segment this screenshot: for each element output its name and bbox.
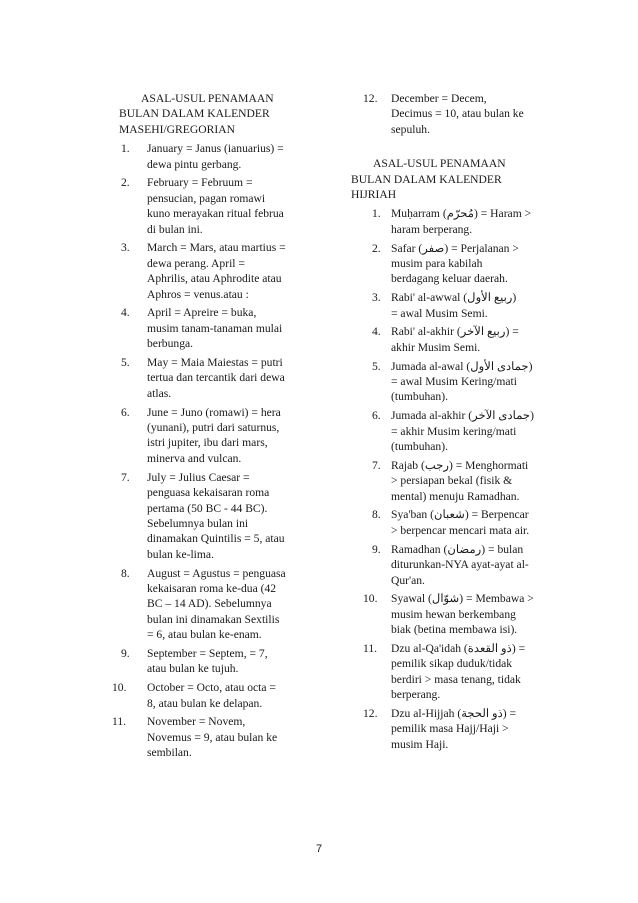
item-number: 12. bbox=[363, 706, 378, 720]
item-text-line: Jumada al-akhir (جمادى الآخر) bbox=[391, 409, 534, 423]
item-text-line: Safar (صفر) = Perjalanan > bbox=[391, 241, 519, 255]
list-item bbox=[351, 324, 549, 355]
item-number: 7. bbox=[372, 458, 381, 472]
item-text-line: Ramadhan (رمضان) = bulan bbox=[391, 542, 524, 556]
item-text-line: kuno merayakan ritual februa bbox=[147, 207, 284, 221]
list-item bbox=[351, 206, 549, 237]
item-text-line: Jumada al-awal (جمادى الأول) bbox=[391, 359, 533, 373]
item-text-line: > persiapan bekal (fisik & bbox=[391, 474, 513, 488]
page-number: 7 bbox=[315, 843, 323, 855]
item-text-line: June = Juno (romawi) = hera bbox=[147, 405, 281, 419]
gregorian-month-list bbox=[112, 141, 319, 760]
list-item bbox=[119, 405, 319, 467]
item-text-line: dewa pintu gerbang. bbox=[147, 157, 242, 171]
heading-line: ASAL-USUL PENAMAAN bbox=[141, 92, 274, 105]
heading-line: MASEHI/GREGORIAN bbox=[119, 122, 235, 136]
item-number: 4. bbox=[121, 306, 130, 320]
item-number: 5. bbox=[121, 356, 130, 370]
item-number: 3. bbox=[372, 291, 381, 305]
item-number: 9. bbox=[121, 646, 130, 660]
item-text-line: penguasa kekaisaran roma bbox=[147, 486, 270, 500]
item-text-line: > berpencar mencari mata air. bbox=[391, 523, 530, 537]
item-number: 8. bbox=[121, 566, 130, 580]
item-text-line: Decimus = 10, atau bulan ke bbox=[391, 107, 524, 121]
item-text-line: November = Novem, bbox=[147, 715, 246, 729]
item-number: 12. bbox=[363, 92, 378, 105]
item-number: 6. bbox=[372, 409, 381, 423]
item-text-line: minerva and vulcan. bbox=[147, 451, 242, 465]
item-text-line: January = Janus (ianuarius) = bbox=[147, 142, 284, 156]
list-item bbox=[119, 305, 319, 351]
item-text-line: musim para kabilah bbox=[391, 257, 483, 271]
right-column bbox=[351, 91, 549, 756]
item-number: 1. bbox=[372, 207, 381, 221]
item-number: 11. bbox=[112, 715, 127, 729]
item-number: 7. bbox=[121, 470, 130, 484]
item-text-line: BC – 14 AD). Sebelumnya bbox=[147, 597, 272, 611]
list-item bbox=[119, 240, 319, 302]
item-number: 1. bbox=[121, 142, 130, 156]
heading-line: BULAN DALAM KALENDER bbox=[119, 107, 270, 121]
item-text-line: atau bulan ke tujuh. bbox=[147, 662, 239, 676]
list-item bbox=[351, 641, 549, 703]
list-item bbox=[119, 355, 319, 401]
item-text-line: July = Julius Caesar = bbox=[147, 470, 250, 484]
item-text-line: haram berperang. bbox=[391, 222, 473, 236]
item-text-line: istri jupiter, ibu dari mars, bbox=[147, 436, 268, 450]
item-text-line: February = Februum = bbox=[147, 176, 253, 190]
item-text-line: Rabi' al-akhir (ربيع الآخر) = bbox=[391, 325, 519, 339]
item-number: 8. bbox=[372, 508, 381, 522]
item-number: 10. bbox=[112, 681, 127, 695]
list-item bbox=[119, 646, 319, 677]
item-text-line: pemilik sikap duduk/tidak bbox=[391, 657, 513, 671]
item-text-line: (yunani), putri dari saturnus, bbox=[147, 421, 280, 435]
item-text-line: Aphrilis, atau Aphrodite atau bbox=[147, 272, 282, 286]
item-text-line: bulan ini dinamakan Sextilis bbox=[147, 612, 280, 626]
item-text-line: Syawal (شوّال) = Membawa > bbox=[391, 592, 534, 606]
item-number: 9. bbox=[372, 542, 381, 556]
item-text-line: = 6, atau bulan ke-enam. bbox=[147, 628, 262, 642]
gregorian-heading bbox=[119, 91, 319, 137]
item-text-line: dewa perang. April = bbox=[147, 256, 245, 270]
item-text-line: musim hewan berkembang bbox=[391, 607, 516, 621]
item-text-line: = awal Musim Semi. bbox=[391, 306, 488, 320]
item-text-line: pertama (50 BC - 44 BC). bbox=[147, 501, 268, 515]
item-text-line: pensucian, pagan romawi bbox=[147, 191, 266, 205]
item-text-line: biak (betina membawa isi). bbox=[391, 623, 518, 637]
item-text-line: = awal Musim Kering/mati bbox=[391, 375, 517, 389]
heading-line: ASAL-USUL PENAMAAN bbox=[373, 157, 506, 171]
hijri-heading bbox=[351, 156, 549, 202]
list-item bbox=[351, 290, 549, 321]
gregorian-month-list-continued bbox=[351, 91, 549, 137]
item-number: 5. bbox=[372, 359, 381, 373]
item-text-line: (tumbuhan). bbox=[391, 440, 448, 454]
list-item bbox=[351, 706, 549, 752]
list-item bbox=[112, 680, 319, 711]
item-text-line: April = Apreire = buka, bbox=[147, 306, 257, 320]
item-text-line: Dzu al-Qa'idah (ذو القعدة) = bbox=[391, 641, 526, 655]
list-item bbox=[119, 141, 319, 172]
item-text-line: atlas. bbox=[147, 386, 172, 400]
item-text-line: 8, atau bulan ke delapan. bbox=[147, 696, 263, 710]
item-text-line: March = Mars, atau martius = bbox=[147, 241, 286, 255]
list-item bbox=[351, 359, 549, 405]
list-item bbox=[351, 408, 549, 454]
list-item bbox=[112, 714, 319, 760]
list-item bbox=[119, 470, 319, 562]
item-text-line: Muḥarram (مُحرّم) = Haram > bbox=[391, 207, 532, 221]
heading-line: HIJRIAH bbox=[351, 188, 397, 202]
item-text-line: kekaisaran roma ke-dua (42 bbox=[147, 581, 277, 595]
item-text-line: akhir Musim Semi. bbox=[391, 340, 481, 354]
item-text-line: Novemus = 9, atau bulan ke bbox=[147, 730, 278, 744]
item-number: 11. bbox=[363, 641, 378, 655]
item-text-line: berperang. bbox=[391, 688, 441, 702]
item-text-line: berdagang keluar daerah. bbox=[391, 272, 508, 286]
item-text-line: August = Agustus = penguasa bbox=[147, 566, 286, 580]
list-item bbox=[351, 507, 549, 538]
item-text-line: Rajab (رجب) = Menghormati bbox=[391, 458, 529, 472]
list-item bbox=[351, 591, 549, 637]
heading-line: BULAN DALAM KALENDER bbox=[351, 172, 502, 186]
item-text-line: September = Septem, = 7, bbox=[147, 646, 268, 660]
item-text-line: berdiri > masa tenang, tidak bbox=[391, 672, 521, 686]
item-text-line: di bulan ini. bbox=[147, 222, 203, 236]
list-item bbox=[351, 458, 549, 504]
item-text-line: mental) menuju Ramadhan. bbox=[391, 489, 520, 503]
item-number: 6. bbox=[121, 405, 130, 419]
item-text-line: December = Decem, bbox=[391, 92, 487, 105]
item-number: 3. bbox=[121, 241, 130, 255]
item-text-line: Dzu al-Hijjah (ذو الحجة) = bbox=[391, 706, 517, 720]
list-item bbox=[119, 566, 319, 643]
list-item bbox=[351, 91, 549, 137]
item-text-line: Sya'ban (شعبان) = Berpencar bbox=[391, 508, 529, 522]
hijri-month-list bbox=[351, 206, 549, 752]
item-text-line: berbunga. bbox=[147, 337, 194, 351]
item-text-line: bulan ke-lima. bbox=[147, 547, 214, 561]
item-text-line: = akhir Musim kering/mati bbox=[391, 424, 517, 438]
item-text-line: Rabi' al-awwal (ربيع الأول) bbox=[391, 291, 517, 305]
item-text-line: sembilan. bbox=[147, 746, 192, 760]
item-number: 2. bbox=[121, 176, 130, 190]
item-text-line: Aphros = venus.atau : bbox=[147, 287, 249, 301]
item-text-line: musim tanam-tanaman mulai bbox=[147, 321, 283, 335]
item-text-line: Qur'an. bbox=[391, 573, 425, 587]
item-text-line: sepuluh. bbox=[391, 122, 430, 136]
item-number: 4. bbox=[372, 325, 381, 339]
item-number: 10. bbox=[363, 592, 378, 606]
item-text-line: October = Octo, atau octa = bbox=[147, 681, 276, 695]
item-text-line: musim Haji. bbox=[391, 737, 449, 751]
item-text-line: (tumbuhan). bbox=[391, 390, 448, 404]
item-text-line: diturunkan-NYA ayat-ayat al- bbox=[391, 558, 529, 572]
list-item bbox=[351, 241, 549, 287]
item-number: 2. bbox=[372, 241, 381, 255]
item-text-line: May = Maia Maiestas = putri bbox=[147, 356, 283, 370]
item-text-line: Sebelumnya bulan ini bbox=[147, 516, 249, 530]
item-text-line: pemilik masa Hajj/Haji > bbox=[391, 722, 509, 736]
item-text-line: tertua dan tercantik dari dewa bbox=[147, 371, 285, 385]
list-item bbox=[119, 175, 319, 237]
left-column bbox=[112, 91, 319, 764]
item-text-line: dinamakan Quintilis = 5, atau bbox=[147, 532, 285, 546]
list-item bbox=[351, 542, 549, 588]
